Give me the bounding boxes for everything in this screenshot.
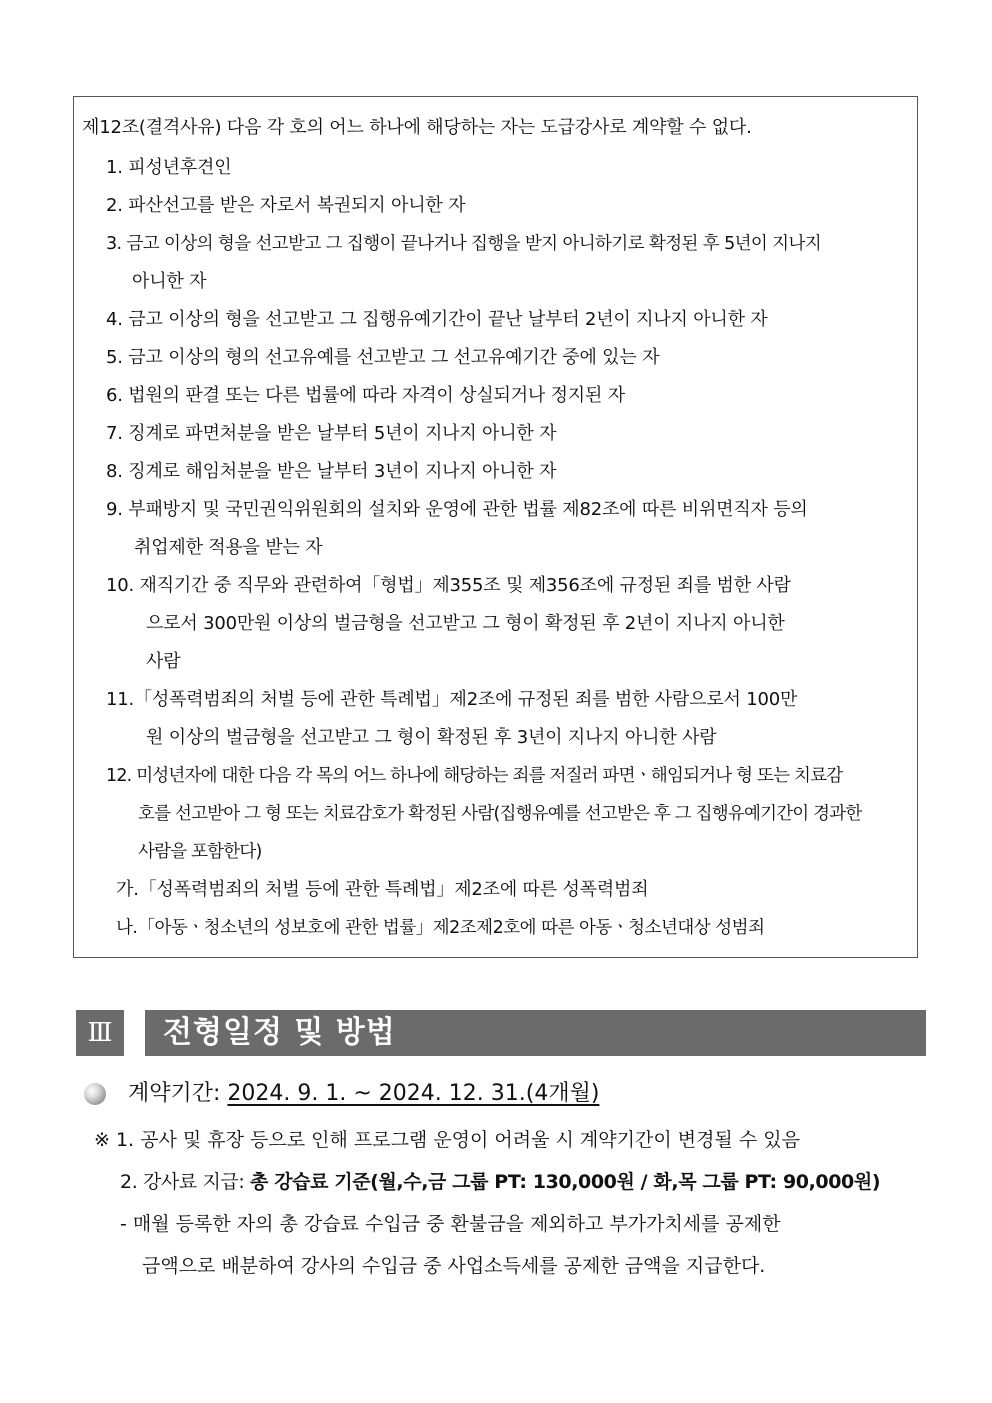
note-fee-label: 2. 강사료 지급:	[120, 1171, 251, 1193]
list-item: 11.「성폭력범죄의 처벌 등에 관한 특례법」제2조에 규정된 죄를 범한 사람으로서 100만	[106, 689, 798, 710]
list-item: 4. 금고 이상의 형을 선고받고 그 집행유예기간이 끝난 날부터 2년이 지나지 아니한 자	[106, 309, 768, 330]
contract-period-value: 2024. 9. 1. ~ 2024. 12. 31.(4개월)	[227, 1081, 600, 1106]
contract-period	[128, 1080, 599, 1108]
list-item: 8. 징계로 해임처분을 받은 날부터 3년이 지나지 아니한 자	[106, 461, 557, 482]
list-item: 10. 재직기간 중 직무와 관련하여「형법」제355조 및 제356조에 규정된 죄를 범한 사람	[106, 575, 791, 596]
list-item: 원 이상의 벌금형을 선고받고 그 형이 확정된 후 3년이 지나지 아니한 사람	[146, 727, 717, 748]
note-schedule-change: ※ 1. 공사 및 휴장 등으로 인해 프로그램 운영이 어려울 시 계약기간이 변경될 수 있음	[94, 1129, 800, 1151]
list-item: 아니한 자	[132, 271, 207, 292]
note-distribution-cont: 금액으로 배분하여 강사의 수입금 중 사업소득세를 공제한 금액을 지급한다.	[142, 1255, 766, 1277]
list-item: 으로서 300만원 이상의 벌금형을 선고받고 그 형이 확정된 후 2년이 지나지 아니한	[146, 613, 785, 634]
article-heading: 제12조(결격사유) 다음 각 호의 어느 하나에 해당하는 자는 도급강사로 계약할 수 없다.	[82, 117, 752, 138]
note-fee	[120, 1170, 880, 1194]
list-item: 1. 피성년후견인	[106, 157, 232, 178]
disqualification-box	[73, 96, 918, 958]
list-item: 6. 법원의 판결 또는 다른 법률에 따라 자격이 상실되거나 정지된 자	[106, 385, 625, 406]
list-item: 사람	[146, 651, 181, 672]
section-number: Ⅲ	[76, 1010, 124, 1056]
list-item: 9. 부패방지 및 국민권익위원회의 설치와 운영에 관한 법률 제82조에 따른 비위면직자 등의	[106, 499, 808, 520]
list-item: 12. 미성년자에 대한 다음 각 목의 어느 하나에 해당하는 죄를 저질러 파면ㆍ해임되거나 형 또는 치료감	[106, 766, 843, 786]
list-item: 가.「성폭력범죄의 처벌 등에 관한 특례법」제2조에 따른 성폭력범죄	[116, 879, 649, 900]
list-item: 5. 금고 이상의 형의 선고유예를 선고받고 그 선고유예기간 중에 있는 자	[106, 347, 660, 368]
note-distribution: - 매월 등록한 자의 총 강습료 수입금 중 환불금을 제외하고 부가가치세를 공제한	[120, 1213, 781, 1235]
bullet-icon	[84, 1083, 106, 1105]
list-item: 3. 금고 이상의 형을 선고받고 그 집행이 끝나거나 집행을 받지 아니하기로 확정된 후 5년이 지나지	[106, 234, 822, 254]
list-item: 호를 선고받아 그 형 또는 치료감호가 확정된 사람(집행유예를 선고받은 후 그 집행유예기간이 경과한	[138, 804, 862, 824]
section-title: 전형일정 및 방법	[145, 1010, 926, 1056]
note-fee-detail: 총 강습료 기준(월,수,금 그룹 PT: 130,000원 / 화,목 그룹 PT: 90,000원)	[250, 1171, 881, 1193]
list-item: 7. 징계로 파면처분을 받은 날부터 5년이 지나지 아니한 자	[106, 423, 557, 444]
list-item: 2. 파산선고를 받은 자로서 복권되지 아니한 자	[106, 195, 466, 216]
list-item: 나.「아동ㆍ청소년의 성보호에 관한 법률」제2조제2호에 따른 아동ㆍ청소년대상 성범죄	[116, 918, 765, 938]
list-item: 취업제한 적용을 받는 자	[134, 537, 323, 558]
contract-period-label: 계약기간:	[128, 1081, 221, 1106]
list-item: 사람을 포함한다)	[138, 842, 262, 862]
